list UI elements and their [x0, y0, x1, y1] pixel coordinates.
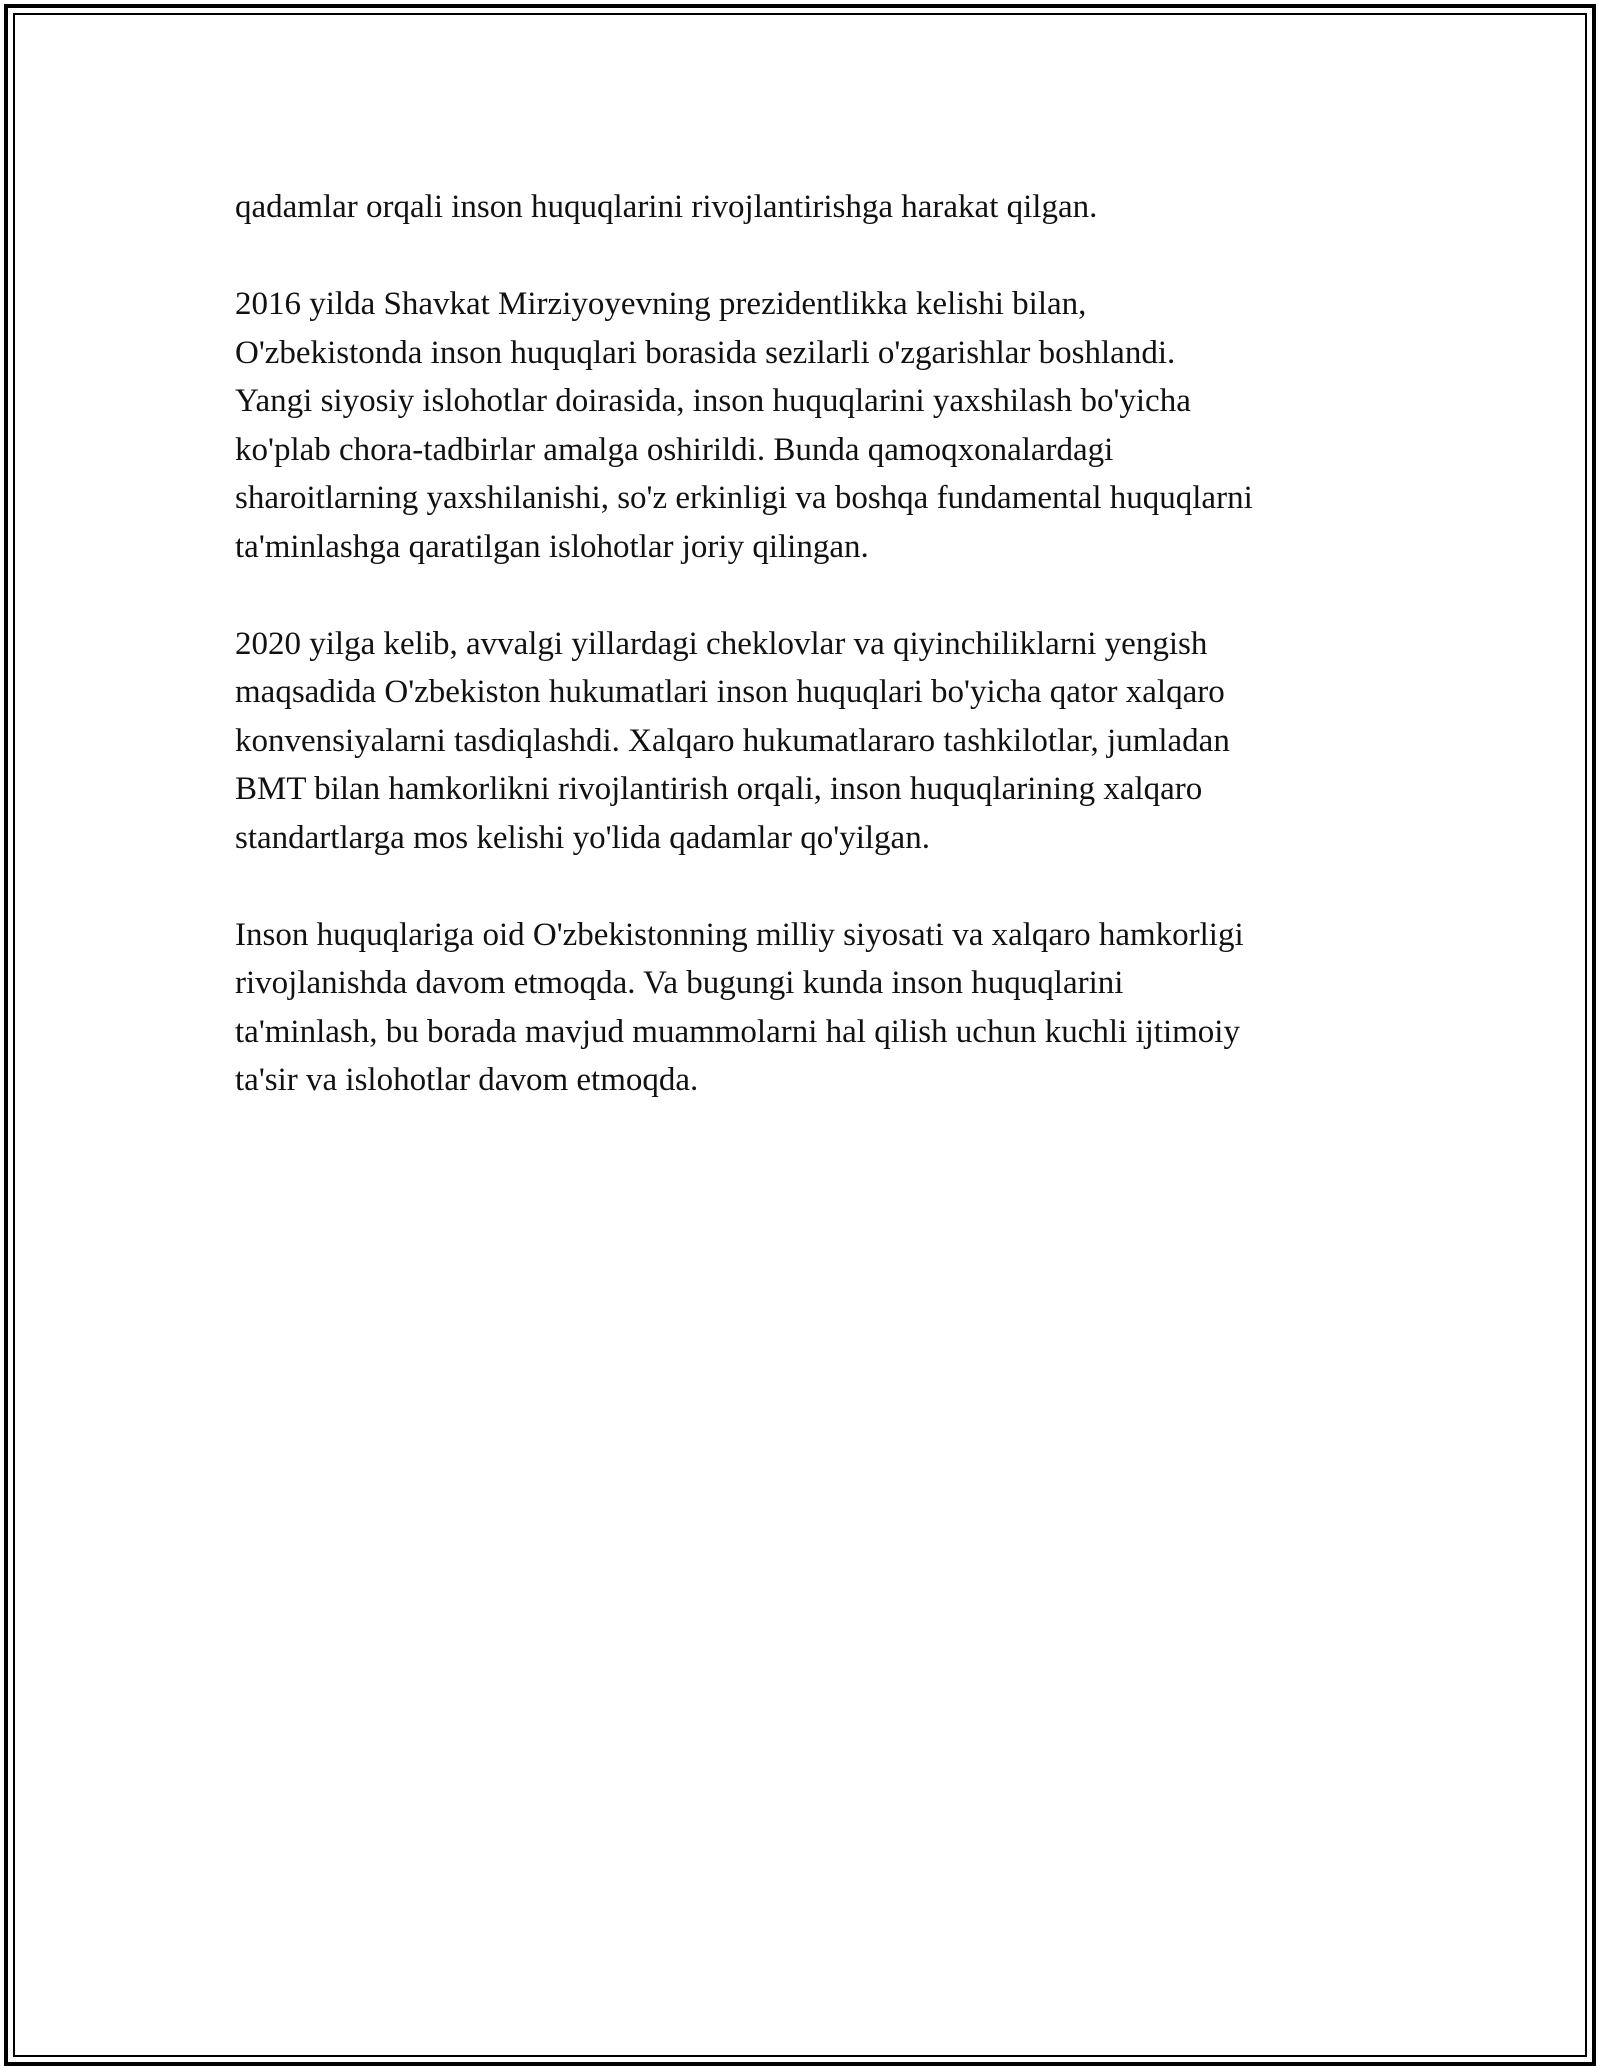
- paragraph-4: Inson huquqlariga oid O'zbekistonning milliy siyosati va xalqaro hamkorligi rivojlanishda davom etmoqda. Va bugungi kunda inson huquqlarini ta'minlash, bu borada mavjud muammolarni hal qilish uchun kuchli ijtimoiy ta'sir va islohotlar davom etmoqda.: [235, 916, 1244, 1098]
- paragraph-2: 2016 yilda Shavkat Mirziyoyevning prezidentlikka kelishi bilan, O'zbekistonda inson huquqlari borasida sezilarli o'zgarishlar boshlandi. Yangi siyosiy islohotlar doirasida, inson huquqlarini yaxshilash bo'yicha ko'plab chora-tadbirlar amalga oshirildi. Bunda qamoqxonalardagi sharoitlarning yaxshilanishi, so'z erkinligi va boshqa fundamental huquqlarni ta'minlashga qaratilgan islohotlar joriy qilingan.: [235, 286, 1253, 565]
- document-body: [235, 183, 1385, 1153]
- paragraph-3: 2020 yilga kelib, avvalgi yillardagi cheklovlar va qiyinchiliklarni yengish maqsadida O'zbekiston hukumatlari inson huquqlari bo'yicha qator xalqaro konvensiyalarni tasdiqlashdi. Xalqaro hukumatlararo tashkilotlar, jumladan BMT bilan hamkorlikni rivojlantirish orqali, inson huquqlarining xalqaro standartlarga mos kelishi yo'lida qadamlar qo'yilgan.: [235, 625, 1230, 856]
- paragraph-1: qadamlar orqali inson huquqlarini rivojlantirishga harakat qilgan.: [235, 189, 1098, 225]
